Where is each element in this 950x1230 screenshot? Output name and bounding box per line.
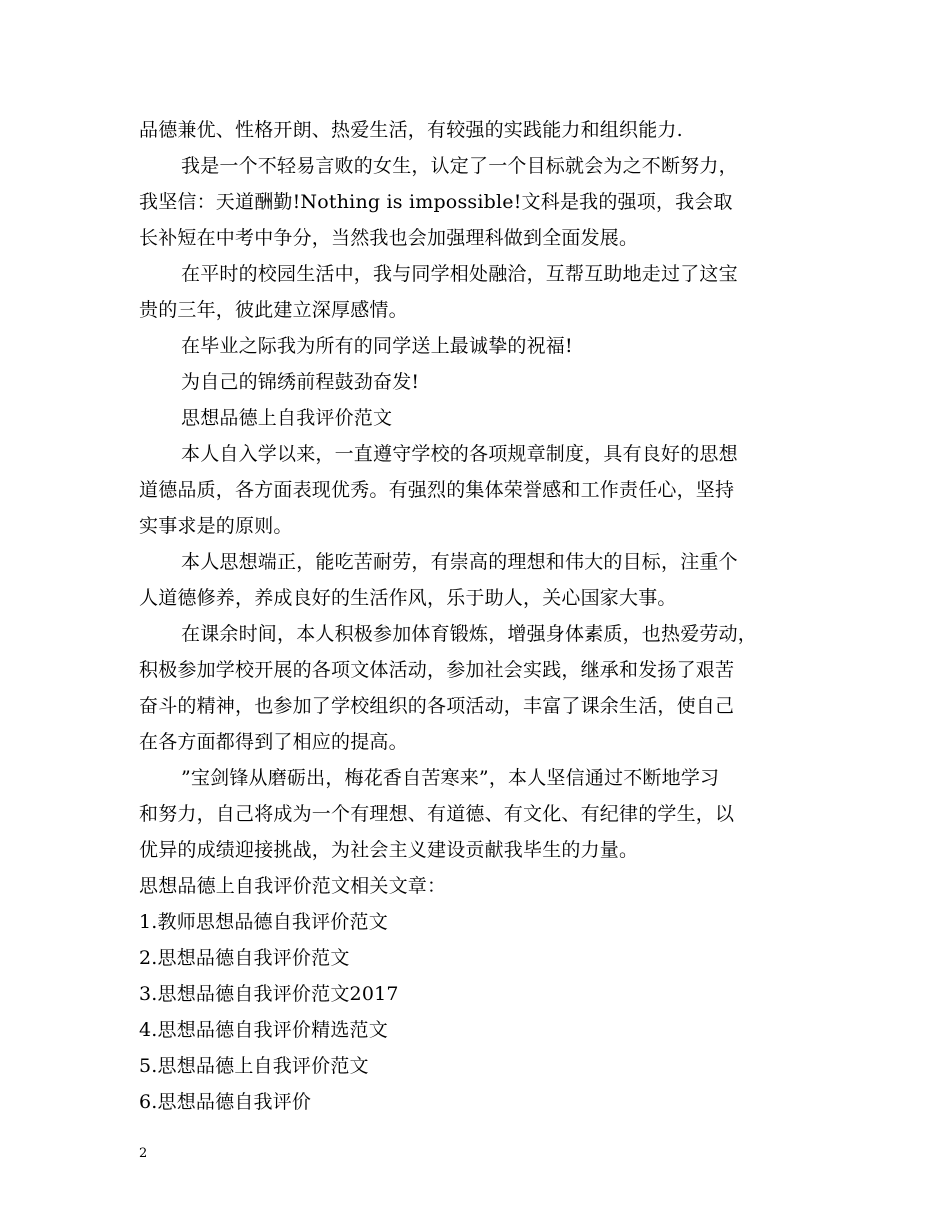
text-line: 我是一个不轻易言败的女生，认定了一个目标就会为之不断努力，: [181, 155, 738, 177]
text-line: ”宝剑锋从磨砺出，梅花香自苦寒来”，本人坚信通过不断地学习: [181, 767, 720, 789]
text-line: 思想品德上自我评价范文: [181, 407, 393, 429]
text-line: 人道德修养，养成良好的生活作风，乐于助人，关心国家大事。: [139, 587, 677, 609]
text-line: 1.教师思想品德自我评价范文: [139, 911, 388, 933]
text-line: 在平时的校园生活中，我与同学相处融洽，互帮互助地走过了这宝: [181, 263, 738, 285]
text-line: 实事求是的原则。: [139, 515, 293, 537]
text-line: 本人思想端正，能吃苦耐劳，有崇高的理想和伟大的目标，注重个: [181, 551, 738, 573]
text-line: 6.思想品德自我评价: [139, 1091, 312, 1113]
text-line: 贵的三年，彼此建立深厚感情。: [139, 299, 408, 321]
text-line: 积极参加学校开展的各项文体活动，参加社会实践，继承和发扬了艰苦: [139, 659, 735, 681]
text-line: 本人自入学以来，一直遵守学校的各项规章制度，具有良好的思想: [181, 443, 738, 465]
text-line: 在毕业之际我为所有的同学送上最诚挚的祝福!: [181, 335, 573, 357]
text-line: 长补短在中考中争分，当然我也会加强理科做到全面发展。: [139, 227, 639, 249]
text-line: 我坚信：天道酬勤!Nothing is impossible!文科是我的强项，我会取: [139, 191, 733, 213]
text-line: 品德兼优、性格开朗、热爱生活，有较强的实践能力和组织能力.: [139, 119, 683, 141]
page-number: 2: [139, 1146, 148, 1161]
text-line: 思想品德上自我评价范文相关文章：: [139, 875, 447, 897]
text-line: 优异的成绩迎接挑战，为社会主义建设贡献我毕生的力量。: [139, 839, 639, 861]
text-line: 奋斗的精神，也参加了学校组织的各项活动，丰富了课余生活，使自己: [139, 695, 735, 717]
text-line: 在各方面都得到了相应的提高。: [139, 731, 408, 753]
text-line: 在课余时间，本人积极参加体育锻炼，增强身体素质，也热爱劳动，: [181, 623, 758, 645]
text-line: 5.思想品德上自我评价范文: [139, 1055, 369, 1077]
text-line: 道德品质，各方面表现优秀。有强烈的集体荣誉感和工作责任心，坚持: [139, 479, 735, 501]
text-line: 4.思想品德自我评价精选范文: [139, 1019, 388, 1041]
document-body: [139, 112, 819, 1120]
text-line: 3.思想品德自我评价范文2017: [139, 983, 399, 1005]
text-line: 2.思想品德自我评价范文: [139, 947, 350, 969]
text-line: 为自己的锦绣前程鼓劲奋发!: [181, 371, 420, 393]
text-line: 和努力，自己将成为一个有理想、有道德、有文化、有纪律的学生，以: [139, 803, 735, 825]
